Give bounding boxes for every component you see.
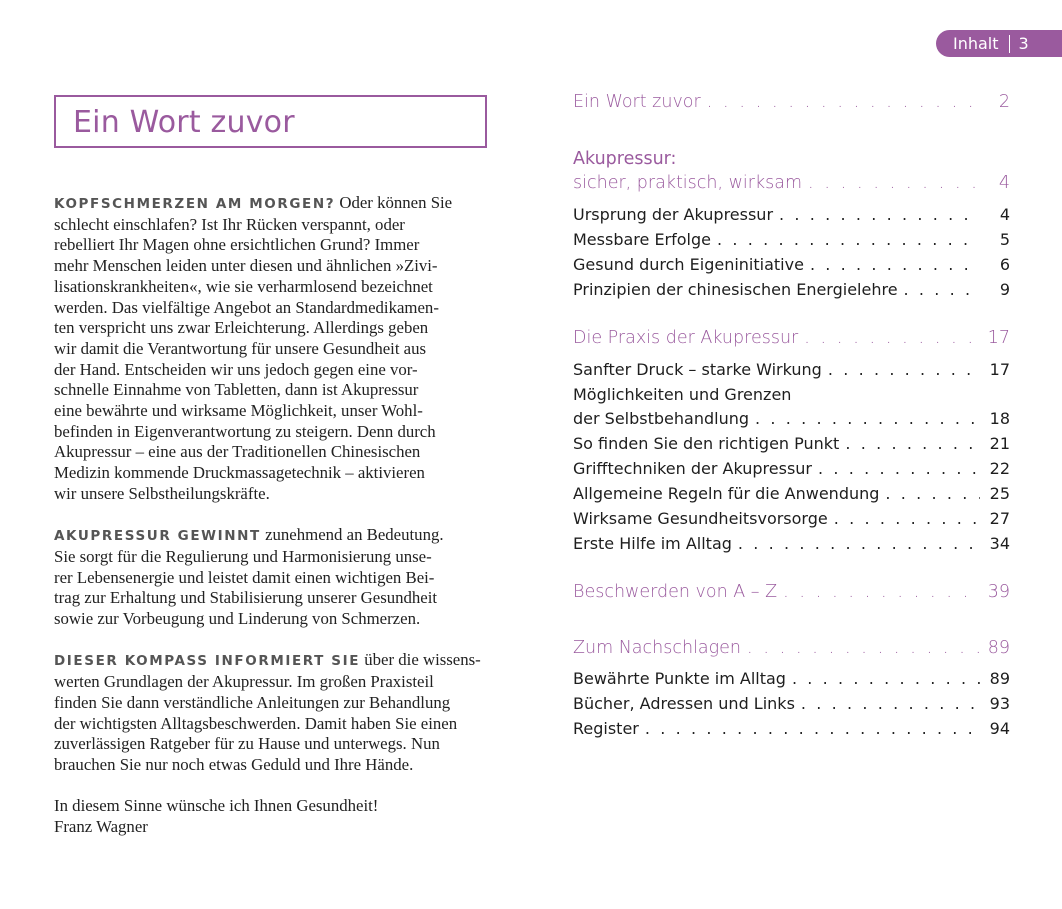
paragraph-line: der wichtigsten Alltagsbeschwerden. Damit haben Sie einen <box>54 713 458 733</box>
paragraph-line: ten verspricht uns zwar Erleichterung. Allerdings geben <box>54 318 429 338</box>
toc-title: Wirksame Gesundheitsvorsorge <box>573 509 828 528</box>
toc-page: 2 <box>998 92 1010 112</box>
paragraph-line: rer Lebensenergie und leistet damit einen wichtigen Bei- <box>54 567 435 587</box>
section-tab <box>936 30 1062 57</box>
toc-page: 94 <box>989 719 1010 738</box>
paragraph-line: der Hand. Entscheiden wir uns jedoch gegen eine vor- <box>54 359 418 379</box>
toc-entry[interactable] <box>573 360 1010 384</box>
paragraph-line: eine bewährte und wirksame Möglichkeit, unser Wohl- <box>54 401 423 421</box>
toc-chapter-wort[interactable] <box>573 92 1010 116</box>
dot-leader <box>747 638 980 658</box>
paragraph-line: befinden in Eigenverantwortung zu steigern. Denn durch <box>54 421 436 441</box>
intro-closing-block <box>54 796 494 837</box>
paragraph-line: schnelle Einnahme von Tabletten, dann ist Akupressur <box>54 380 419 400</box>
paragraph-line: zuverlässigen Ratgeber für zu Hause und unterwegs. Nun <box>54 734 440 754</box>
paragraph-first-line <box>54 193 494 215</box>
dot-leader <box>828 360 980 379</box>
dot-leader <box>804 328 980 348</box>
toc-entry[interactable] <box>573 484 1010 508</box>
paragraph-line: trag zur Erhaltung und Stabilisierung unserer Gesundheit <box>54 588 438 608</box>
paragraph-line: rebelliert Ihr Magen ohne ersichtlichen Grund? Immer <box>54 235 420 255</box>
toc-chapter-akupressur[interactable] <box>573 173 1010 197</box>
section-label: Inhalt <box>953 34 999 53</box>
toc-chapter-title-line: Akupressur: <box>573 149 677 169</box>
intro-title: Ein Wort zuvor <box>73 105 295 140</box>
paragraph-line: zunehmend an Bedeutung. <box>260 525 444 545</box>
toc-entry[interactable] <box>573 534 1010 558</box>
toc-title: sicher, praktisch, wirksam <box>573 173 803 193</box>
paragraph-line: sowie zur Vorbeugung und Linderung von Schmerzen. <box>54 609 421 629</box>
paragraph-lead: AKUPRESSUR GEWINNT <box>54 528 261 545</box>
toc-page: 21 <box>989 434 1010 453</box>
toc-title: der Selbstbehandlung <box>573 409 749 428</box>
dot-leader <box>707 92 980 112</box>
toc-chapter-praxis[interactable] <box>573 328 1010 352</box>
toc-page: 89 <box>987 638 1010 658</box>
toc-title: Messbare Erfolge <box>573 230 711 249</box>
intro-paragraph-3 <box>54 650 494 775</box>
toc-page: 89 <box>989 669 1010 688</box>
toc-title: Bewährte Punkte im Alltag <box>573 669 786 688</box>
paragraph-line: mehr Menschen leiden unter diesen und ähnlichen »Zivi- <box>54 256 438 276</box>
dot-leader <box>801 694 980 713</box>
toc-entry[interactable] <box>573 230 1010 254</box>
dot-leader <box>738 534 980 553</box>
intro-text <box>54 193 494 858</box>
paragraph-line: lisationskrankheiten«, wie sie verharmlosend bezeichnet <box>54 276 433 296</box>
paragraph-lead: KOPFSCHMERZEN AM MORGEN? <box>54 196 336 212</box>
dot-leader <box>904 280 980 299</box>
dot-leader <box>645 719 980 738</box>
toc-title: So finden Sie den richtigen Punkt <box>573 434 840 453</box>
toc-title: Zum Nachschlagen <box>573 638 741 658</box>
toc-title: Erste Hilfe im Alltag <box>573 534 732 553</box>
toc-page: 4 <box>998 173 1010 193</box>
paragraph-line: wir unsere Selbstheilungskräfte. <box>54 483 270 503</box>
dot-leader <box>834 509 980 528</box>
intro-title-box <box>54 95 487 148</box>
paragraph-line: wir damit die Verantwortung für unsere Gesundheit aus <box>54 338 427 358</box>
dot-leader <box>885 484 980 503</box>
toc-page: 4 <box>999 205 1010 224</box>
paragraph-line: Sie sorgt für die Regulierung und Harmonisierung unse- <box>54 546 432 566</box>
toc-title: Die Praxis der Akupressur <box>573 328 799 348</box>
toc-chapter-nachschlagen[interactable] <box>573 638 1010 662</box>
paragraph-line: Medizin kommende Druckmassagetechnik – aktivieren <box>54 463 425 483</box>
paragraph-line: finden Sie dann verständliche Anleitungen zur Behandlung <box>54 692 451 712</box>
paragraph-line: Akupressur – eine aus der Traditionellen Chinesischen <box>54 442 421 462</box>
paragraph-line: brauchen Sie nur noch etwas Geduld und Ihre Hände. <box>54 754 414 774</box>
toc-entry[interactable] <box>573 694 1010 718</box>
toc-page: 9 <box>999 280 1010 299</box>
dot-leader <box>779 205 980 224</box>
toc-entry[interactable] <box>573 280 1010 304</box>
paragraph-lead: DIESER KOMPASS INFORMIERT SIE <box>54 653 361 670</box>
dot-leader <box>818 459 980 478</box>
toc-page: 17 <box>989 360 1010 379</box>
toc-title: Grifftechniken der Akupressur <box>573 459 812 478</box>
toc-entry[interactable] <box>573 434 1010 458</box>
paragraph-line: Oder können Sie <box>335 193 453 212</box>
toc-title: Ein Wort zuvor <box>573 92 701 112</box>
toc-page: 27 <box>989 509 1010 528</box>
dot-leader <box>810 255 980 274</box>
paragraph-line: schlecht einschlafen? Ist Ihr Rücken verspannt, oder <box>54 214 405 234</box>
toc-title: Beschwerden von A – Z <box>573 582 778 602</box>
paragraph-line: werten Grundlagen der Akupressur. Im großen Praxisteil <box>54 672 434 692</box>
toc-page: 39 <box>987 582 1010 602</box>
toc-entry[interactable] <box>573 459 1010 483</box>
closing-line: In diesem Sinne wünsche ich Ihnen Gesundheit! <box>54 796 379 816</box>
toc-title: Prinzipien der chinesischen Energielehre <box>573 280 898 299</box>
page-number: 3 <box>1018 34 1029 53</box>
toc-title: Möglichkeiten und Grenzen <box>573 385 792 404</box>
toc-entry[interactable] <box>573 205 1010 229</box>
toc-entry[interactable] <box>573 409 1010 433</box>
toc-page: 17 <box>987 328 1010 348</box>
dot-leader <box>845 434 980 453</box>
toc-entry[interactable] <box>573 255 1010 279</box>
toc-page: 25 <box>989 484 1010 503</box>
dot-leader <box>783 582 980 602</box>
toc-page: 5 <box>999 230 1010 249</box>
paragraph-first-line <box>54 650 494 672</box>
toc-chapter-beschwerden[interactable] <box>573 582 1010 606</box>
toc-title: Gesund durch Eigeninitiative <box>573 255 804 274</box>
toc-title: Allgemeine Regeln für die Anwendung <box>573 484 880 503</box>
intro-paragraph-2 <box>54 525 494 630</box>
toc-page: 34 <box>989 534 1010 553</box>
toc-entry[interactable] <box>573 669 1010 693</box>
toc-page: 22 <box>989 459 1010 478</box>
toc-entry-title-line <box>573 385 1010 409</box>
dot-leader <box>755 409 980 428</box>
paragraph-line: werden. Das vielfältige Angebot an Standardmedikamen- <box>54 297 439 317</box>
toc-title: Register <box>573 719 639 738</box>
dot-leader <box>808 173 980 193</box>
toc-page: 93 <box>989 694 1010 713</box>
divider <box>1009 35 1010 53</box>
toc-title: Sanfter Druck – starke Wirkung <box>573 360 822 379</box>
toc-page: 6 <box>999 255 1010 274</box>
dot-leader <box>717 230 980 249</box>
toc-entry[interactable] <box>573 509 1010 533</box>
toc-title: Ursprung der Akupressur <box>573 205 774 224</box>
intro-paragraph-1 <box>54 193 494 505</box>
toc-entry[interactable] <box>573 719 1010 743</box>
dot-leader <box>792 669 980 688</box>
paragraph-first-line <box>54 525 494 547</box>
toc-page: 18 <box>989 409 1010 428</box>
toc-title: Bücher, Adressen und Links <box>573 694 795 713</box>
paragraph-line: über die wissens- <box>360 650 481 670</box>
signature: Franz Wagner <box>54 817 148 837</box>
